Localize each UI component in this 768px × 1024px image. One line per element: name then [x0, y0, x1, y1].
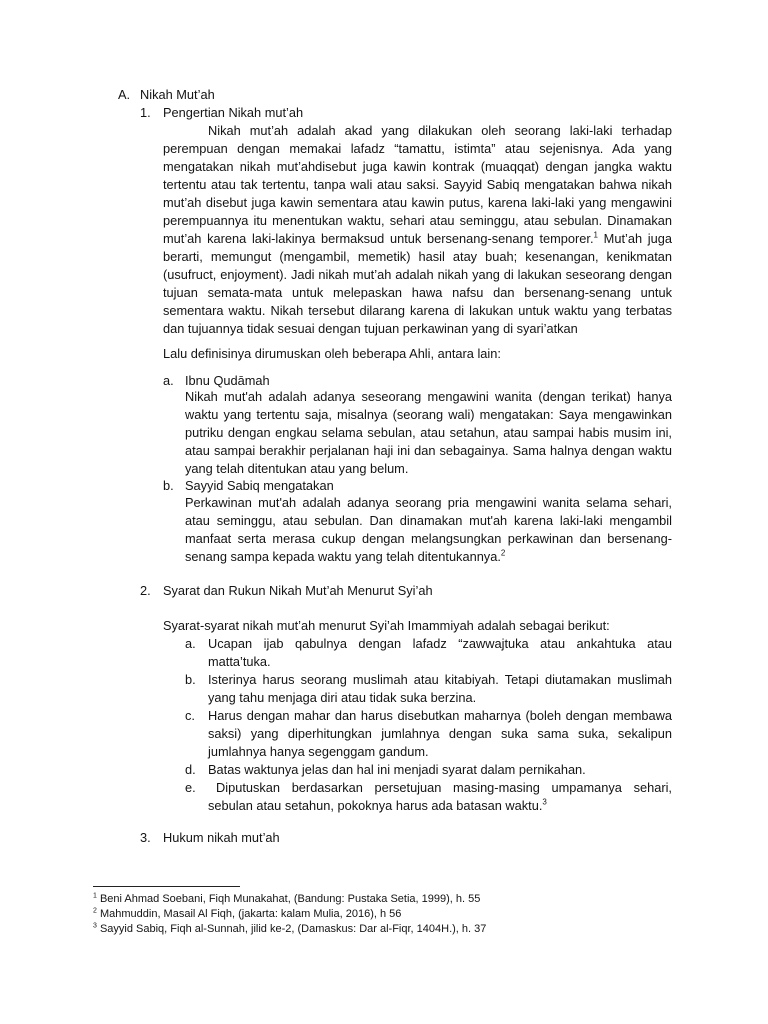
definition-b-text: Perkawinan mut'ah adalah adanya seorang pria mengawini wanita selama sehari, atau seminggu, atau sebulan. Dan dinamakan mut'ah karena laki-laki mengambil manfaat serta merasa cukup dengan melangsungkan perkawinan dan bersenang-senang sampa kepada waktu yang telah ditentukannya. [185, 495, 672, 564]
condition-e-text: Diputuskan berdasarkan persetujuan masing-masing umpamanya sehari, sebulan atau setahun, pokoknya harus ada batasan waktu. [208, 780, 672, 813]
definition-a-text: Nikah mut'ah adalah adanya seseorang mengawini wanita (dengan terikat) hanya waktu yang tertentu saja, misalnya (seorang wali) mengatakan: Saya mengawinkan putriku dengan engkau selama sebulan, atau setahun, atau sampai habis musim ini, atau sampai berakhir perjalanan haji ini dan sebagainya. Sama halnya dengan waktu yang telah ditentukan atau yang belum. [185, 389, 672, 476]
paragraph-text-part-1: Nikah mut’ah adalah akad yang dilakukan oleh seorang laki-laki terhadap perempuan dengan memakai lafadz “tamattu, istimta” atau sejenisnya. Ada yang mengatakan nikah mut’ahdisebut juga kawin kontrak (muaqqat) dengan jangka waktu tertentu atau tak tertentu, tanpa wali atau saksi. Sayyid Sabiq mengatakan bahwa nikah mut’ah disebut juga kawin sementara atau kawin putus, karena laki-laki yang mengawini perempuannya itu menentukan waktu, sehari atau seminggu, atau sebulan. Dinamakan mut’ah karena laki-lakinya bermaksud untuk bersenang-senang temporer. [163, 123, 672, 246]
condition-d-marker: d. [185, 762, 196, 777]
footnote-separator [93, 886, 240, 887]
footnote-3-number: 3 [93, 922, 97, 930]
footnote-3 [93, 922, 486, 937]
definitions-intro: Lalu definisinya dirumuskan oleh beberapa Ahli, antara lain: [163, 346, 501, 361]
section-3-title: Hukum nikah mut’ah [163, 830, 280, 845]
footnote-1 [93, 892, 480, 907]
section-1-paragraph [163, 122, 672, 338]
section-3-marker: 3. [140, 830, 151, 845]
condition-b-text: Isterinya harus seorang muslimah atau kitabiyah. Tetapi diutamakan muslimah yang tahu menjaga diri atau tidak suka berzina. [208, 672, 672, 705]
section-2-marker: 2. [140, 583, 151, 598]
paragraph-text-part-2: Mut’ah juga berarti, memungut (mengambil, memetik) hasil atay buah; kesenangan, kenikmatan (usufruct, enjoyment). Jadi nikah mut’ah adalah nikah yang di lakukan seseorang dengan tujuan semata-mata untuk melepaskan hawa nafsu dan bersenang-senang untuk sementara waktu. Nikah tersebut dilarang karena di lakukan untuk waktu yang terbatas dan tujuannya tidak sesuai dengan tujuan perkawinan yang di syari’atkan [163, 231, 672, 336]
condition-d-text: Batas waktunya jelas dan hal ini menjadi syarat dalam pernikahan. [208, 762, 586, 777]
footnote-1-number: 1 [93, 892, 97, 900]
section-1-marker: 1. [140, 105, 151, 120]
definition-b-name: Sayyid Sabiq mengatakan [185, 478, 334, 493]
heading-a-title: Nikah Mut’ah [140, 87, 215, 102]
footnote-2 [93, 907, 401, 922]
footnote-2-text: Mahmuddin, Masail Al Fiqh, (jakarta: kalam Mulia, 2016), h 56 [99, 908, 402, 920]
condition-c-text: Harus dengan mahar dan harus disebutkan maharnya (boleh dengan membawa saksi) yang diperhitungkan jumlahnya dengan suka sama suka, sekalipun jumlahnya hanya segenggam gandum. [208, 708, 672, 759]
definition-b-text-block [185, 494, 672, 566]
condition-a-text: Ucapan ijab qabulnya dengan lafadz “zawwajtuka atau ankahtuka atau matta’tuka. [208, 636, 672, 669]
condition-e-marker: e. [185, 780, 196, 795]
heading-a-marker: A. [118, 87, 131, 102]
footnote-3-text: Sayyid Sabiq, Fiqh al-Sunnah, jilid ke-2, (Damaskus: Dar al-Fiqr, 1404H.), h. 37 [99, 923, 487, 935]
footnote-ref-3: 3 [542, 797, 547, 807]
footnote-ref-2: 2 [500, 548, 506, 558]
section-1-title: Pengertian Nikah mut’ah [163, 105, 304, 120]
section-2-title: Syarat dan Rukun Nikah Mut’ah Menurut Syi’ah [163, 583, 433, 598]
footnote-2-number: 2 [93, 907, 97, 915]
footnote-ref-1: 1 [593, 230, 598, 240]
condition-b-marker: b. [185, 672, 196, 687]
condition-e-text-block [208, 779, 672, 815]
conditions-intro: Syarat-syarat nikah mut’ah menurut Syi’ah Imammiyah adalah sebagai berikut: [163, 618, 610, 633]
definition-a-marker: a. [163, 373, 174, 388]
condition-a-marker: a. [185, 636, 196, 651]
definition-a-name: Ibnu Qudāmah [185, 373, 270, 388]
condition-c-marker: c. [185, 708, 195, 723]
footnote-1-text: Beni Ahmad Soebani, Fiqh Munakahat, (Bandung: Pustaka Setia, 1999), h. 55 [99, 893, 481, 905]
definition-b-marker: b. [163, 478, 174, 493]
